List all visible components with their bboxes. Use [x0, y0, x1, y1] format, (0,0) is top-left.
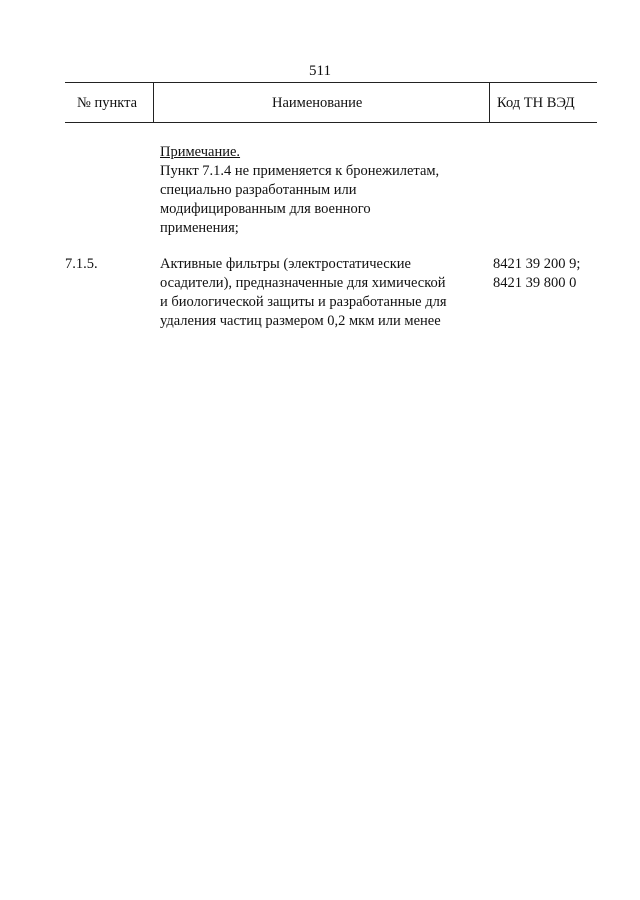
- header-item-number: № пункта: [77, 95, 138, 111]
- table-top-rule: [65, 82, 597, 83]
- item-description-line: осадители), предназначенные для химической: [160, 275, 446, 291]
- item-code: 8421 39 800 0: [493, 275, 577, 291]
- header-code: Код ТН ВЭД: [497, 95, 575, 111]
- column-divider-1: [153, 82, 154, 122]
- note-title: Примечание.: [160, 144, 241, 160]
- item-code: 8421 39 200 9;: [493, 256, 581, 272]
- item-description: [160, 255, 490, 331]
- item-number: 7.1.5.: [65, 256, 98, 272]
- note-line: Пункт 7.1.4 не применяется к бронежилетам,: [160, 163, 440, 179]
- table-header-bottom-rule: [65, 122, 597, 123]
- item-description-line: Активные фильтры (электростатические: [160, 256, 411, 272]
- header-name: Наименование: [272, 95, 363, 111]
- note-block: [160, 143, 488, 238]
- note-line: модифицированным для военного: [160, 201, 371, 217]
- column-divider-2: [489, 82, 490, 122]
- note-line: применения;: [160, 220, 239, 236]
- item-description-line: и биологической защиты и разработанные для: [160, 294, 447, 310]
- item-codes: [493, 255, 580, 293]
- note-line: специально разработанным или: [160, 182, 357, 198]
- page-number: 511: [309, 63, 331, 79]
- item-description-line: удаления частиц размером 0,2 мкм или менее: [160, 313, 441, 329]
